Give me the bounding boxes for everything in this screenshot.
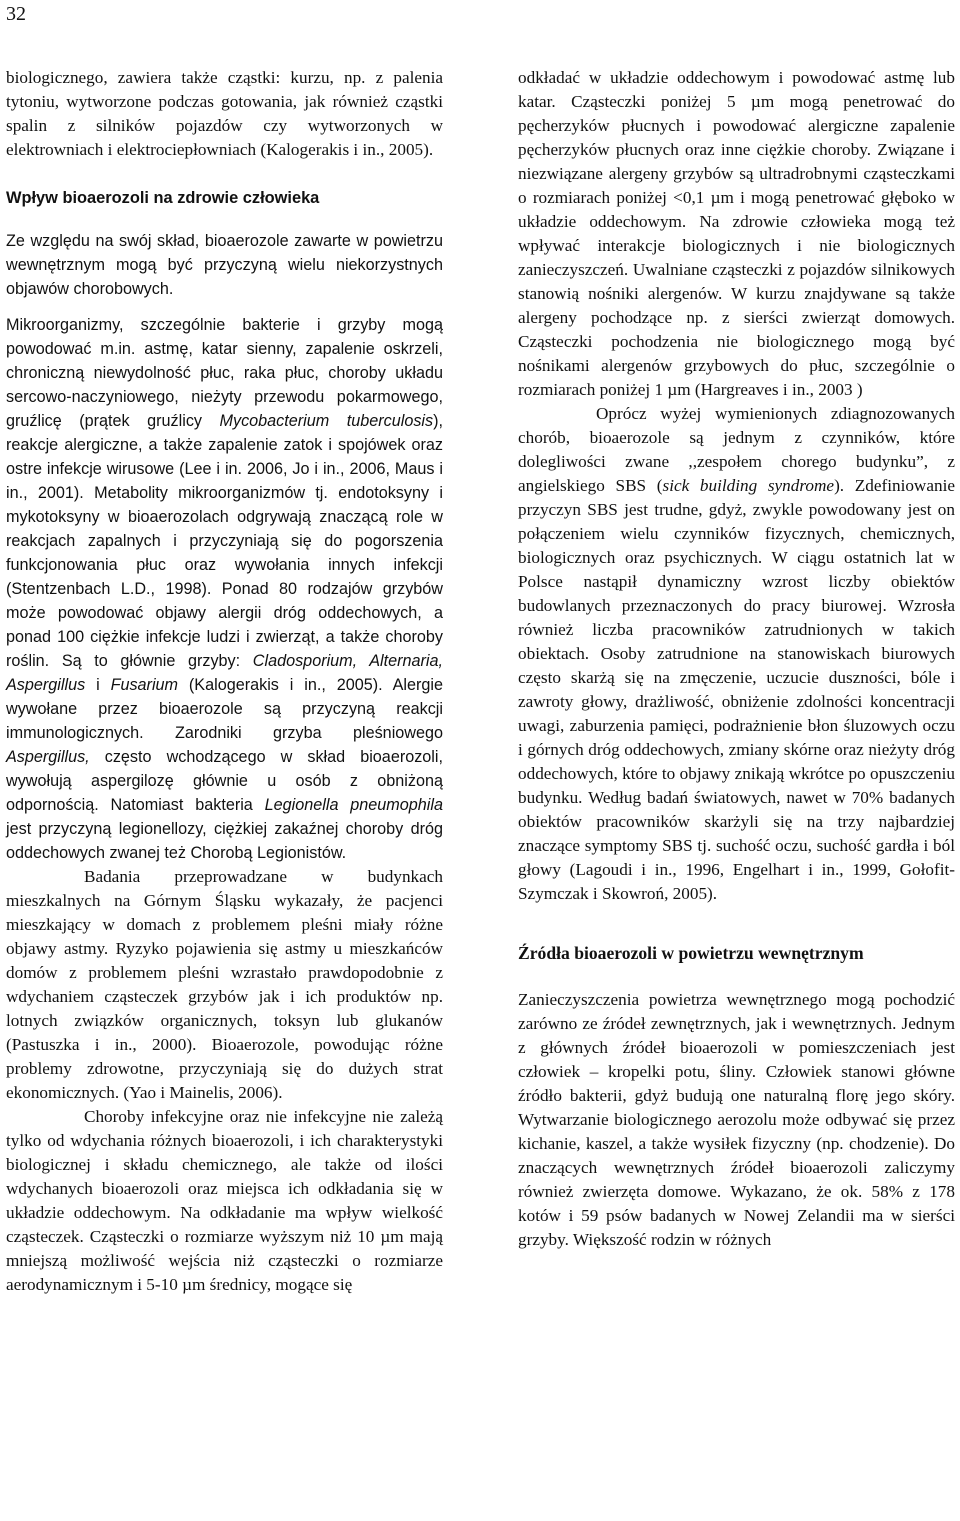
left-column (6, 66, 443, 1297)
genus-aspergillus: Aspergillus, (6, 748, 90, 766)
paragraph-composition: Ze względu na swój skład, bioaerozole zawarte w powietrzu wewnętrznym mogą być przyczyną wielu niekorzystnych objawów chorobowych. (6, 232, 443, 298)
paragraph-penetration: odkładać w układzie oddechowym i powodować astmę lub katar. Cząsteczki poniżej 5 µm mogą penetrować do pęcherzyków płucnych i powodować alergiczne zapalenie pęcherzyków płucnych oraz inne ciężkie choroby. Związane i niezwiązane alergeny grzybów są ultradrobnymi cząsteczkami o rozmiarach poniżej <0,1 µm i mogą penetrować głęboko w układzie oddechowym. Na zdrowie człowieka mogą też wpływać interakcje biologicznych i nie biologicznych zanieczyszczeń. Uwalniane cząsteczki z pojazdów silnikowych stanowią nośniki alergenów. W kurzu znajdywane są także alergeny pochodzące np. z sierści zwierząt domowych. Cząsteczki pochodzenia nie biologicznego mogą być nośnikami alergenów grzybowych do płuc, szczególnie o rozmiarach poniżej 1 µm (Hargreaves i in., 2003 ) (518, 68, 955, 399)
paragraph-sbs-start: Oprócz wyżej wymienionych zdiagnozowanych chorób, bioaerozole są jednym z czynników, które dolegliwości zwane ,,zespołem chorego budynku”, z angielskiego SBS ( (518, 404, 955, 495)
paragraph-legionellosis-text: jest przyczyną legionellozy, ciężkiej zakaźnej choroby dróg oddechowych zwanej też Chorobą Legionistów. (6, 820, 443, 862)
paragraph-microorganisms-lead (6, 313, 443, 865)
paragraph-sbs-rest: ). Zdefiniowanie przyczyn SBS jest trudne, gdyż, zwykle powodowany jest on połączeniem wielu czynników fizycznych, chemicznych, biologicznych oraz psychicznych. W ciągu ostatnich lat w Polsce nastąpił dynamiczny wzrost liczby obiektów budowlanych przeznaczonych do pracy biurowej. Wzrosła również liczba pracowników zatrudnionych w takich obiektach. Osoby zatrudnione na stanowiskach biurowych często skarżą się na zmęczenie, uczucie duszności, bóle i zawroty głowy, drażliwość, obniżenie zdolności koncentracji uwagi, zaburzenia pamięci, podrażnienie błon śluzowych oczu i górnych dróg oddechowych, zmiany skórne oraz nieżyty dróg oddechowych, które to objawy znikają wkrótce po opuszczeniu budynku. Według badań światowych, nawet w 70% badanych obiektów pracowników skarżyli się na trzy najbardziej znaczące symptomy SBS tj. suchość oczu, suchość gardła i ból głowy (Lagoudi i in., 1996, Engelhart i in., 1999, Gołofit-Szymczak i Skowroń, 2005). (518, 476, 955, 903)
paragraph-sources: Zanieczyszczenia powietrza wewnętrznego mogą pochodzić zarówno ze źródeł zewnętrznych, jak i wewnętrznych. Jednym z głównych źródeł bioaerozoli w pomieszczeniach jest człowiek – kropelki potu, śliny. Człowiek stanowi główne źródło bakterii, gdyż budują one naturalną florę jego skóry. Wytwarzanie biologicznego aerozolu może odbywać się przez kichanie, kaszel, a także wysiłek fizyczny (np. chodzenie). Do znaczących wewnętrznych źródeł bioaerozoli zaliczymy również zwierzęta domowe. Wykazano, że ok. 58% z 178 kotów i 59 psów badanych w Nowej Zelandii ma w sierści grzyby. Większość rodzin w różnych (518, 990, 955, 1249)
paragraph-deposition: Choroby infekcyjne oraz nie infekcyjne nie zależą tylko od wdychania różnych bioaerozoli, i ich charakterystyki biologicznej i składu chemicznego, ale także od ilości wdychanych bioaerozoli oraz miejsca ich odkładania się w układzie oddechowym. Na odkładanie ma wpływ wielkość cząsteczek. Cząsteczki o rozmiarze wyższym niż 10 µm mają mniejszą możliwość wejścia niż cząsteczki o rozmiarze aerodynamicznym i 5-10 µm średnicy, mogące się (6, 1107, 443, 1294)
text-and: i (85, 676, 111, 694)
paragraph-intro: biologicznego, zawiera także cząstki: kurzu, np. z palenia tytoniu, wytworzone podczas gotowania, jak również cząstki spalin z silników pojazdów czy wytworzonych w elektrowniach i elektrociepłowniach (Kalogerakis i in., 2005). (6, 68, 443, 159)
genus-fusarium: Fusarium (110, 676, 179, 694)
paragraph-microorganisms-lead-text: Mikroorganizmy, szczególnie bakterie i grzyby mogą powodować m.in. (6, 316, 443, 358)
species-legionella: Legionella pneumophila (264, 796, 443, 814)
paragraph-sbs (518, 402, 955, 906)
paragraph-diseases-list-rest: ), reakcje alergiczne, a także zapalenie zatok i spojówek oraz ostre infekcje wirusowe (Lee i in. 2006, Jo i in., 2006, Maus i in., 2001). Metabolity mikroorganizmów tj. endotoksyny i mykotoksyny w bioaerozolach odgrywają znaczącą role w reakcjach zapalnych i przyczyniają się do pogorszenia funkcjonowania płuc oraz wywołania innych infekcji (Stentzenbach L.D., 1998). Ponad 80 rodzajów grzybów może powodować objawy alergii dróg oddechowych, a ponad 100 ciężkie infekcje ludzi i zwierząt, a także choroby roślin. Są to głównie grzyby: (6, 412, 443, 670)
term-sick-building-syndrome: sick building syndrome (662, 476, 835, 495)
paragraph-silesia-study: Badania przeprowadzane w budynkach mieszkalnych na Górnym Śląsku wykazały, że pacjenci mieszkający w domach z problemem pleśni miały różne objawy astmy. Ryzyko pojawienia się astmy u mieszkańców domów z problemem pleśni wzrastało prawdopodobnie z wdychaniem cząsteczek grzybów jak i ich produktów np. lotnych związków organicznych, toksyn lub glukanów (Pastuszka i in., 2000). Bioaerozole, powodując różne problemy zdrowotne, przyczyniają się do dużych strat ekonomicznych. (Yao i Mainelis, 2006). (6, 867, 443, 1102)
species-mycobacterium: Mycobacterium tuberculosis (219, 412, 434, 430)
paragraph-aspergillosis-text: często wchodzącego w skład bioaerozoli, wywołują aspergilozę głównie u osób z obniżoną odpornością. Natomiast bakteria (6, 748, 443, 814)
page-number: 32 (6, 3, 26, 25)
paragraph-allergies-text: (Kalogerakis i in., 2005). Alergie wywołane przez bioaerozole są przyczyną reakcji immunologicznych. Zarodniki grzyba pleśniowego (6, 676, 444, 742)
paragraph-diseases-list-start: astmę, katar sienny, zapalenie oskrzeli, chroniczną niewydolność płuc, raka płuc, choroby układu sercowo-naczyniowego, nieżyty przewodu pokarmowego, gruźlicę (prątek gruźlicy (6, 340, 443, 430)
right-column (518, 66, 955, 1252)
section-heading-health-effects: Wpływ bioaerozoli na zdrowie człowieka (6, 189, 320, 207)
genera-cladosporium-alternaria-aspergillus: Cladosporium, Alternaria, Aspergillus (6, 652, 443, 694)
section-heading-sources: Źródła bioaerozoli w powietrzu wewnętrznym (518, 943, 864, 963)
